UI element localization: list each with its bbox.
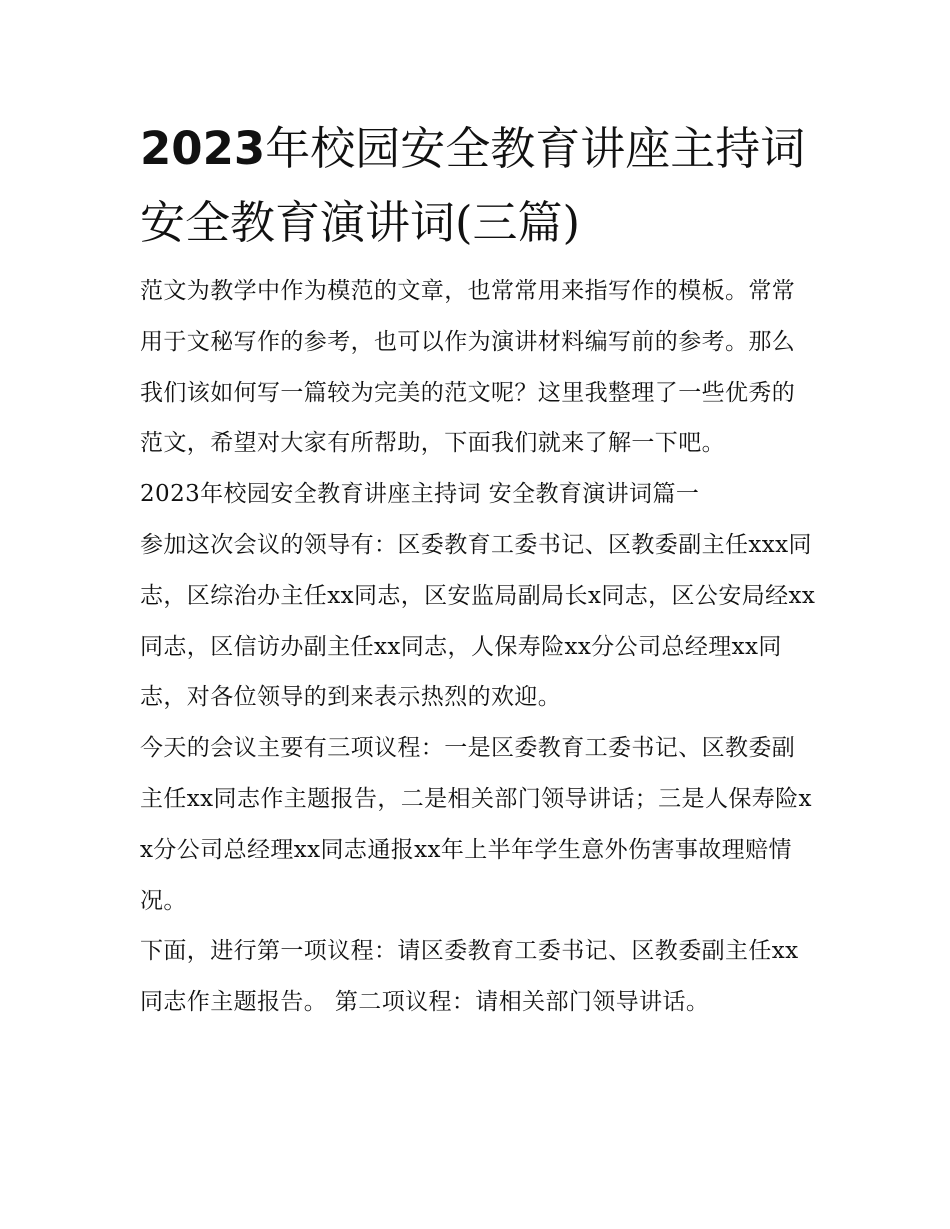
agenda-paragraph: 今天的会议主要有三项议程：一是区委教育工委书记、区教委副主任xx同志作主题报告，二是相关部门领导讲话；三是人保寿险xx分公司总经理xx同志通报xx年上半年学生意外伤害事故理赔情况。 bbox=[140, 735, 812, 914]
document-title bbox=[140, 112, 818, 260]
document-title-text: 年校园安全教育讲座主持词 安全教育演讲词(三篇) bbox=[140, 122, 806, 249]
section-heading: 2023年校园安全教育讲座主持词 安全教育演讲词篇一 bbox=[140, 481, 700, 508]
intro-paragraph: 范文为教学中作为模范的文章，也常常用来指写作的模板。常常用于文秘写作的参考，也可以作为演讲材料编写前的参考。那么我们该如何写一篇较为完美的范文呢？这里我整理了一些优秀的范文，希望对大家有所帮助，下面我们就来了解一下吧。 bbox=[140, 278, 796, 457]
attendees-paragraph: 参加这次会议的领导有：区委教育工委书记、区教委副主任xxx同志，区综治办主任xx同志，区安监局副局长x同志，区公安局经xx同志，区信访办副主任xx同志，人保寿险xx分公司总经理xx同志，对各位领导的到来表示热烈的欢迎。 bbox=[140, 531, 816, 711]
first-item-paragraph: 下面，进行第一项议程：请区委教育工委书记、区教委副主任xx同志作主题报告。 第二项议程：请相关部门领导讲话。 bbox=[140, 938, 799, 1016]
document-title-year: 2023 bbox=[140, 122, 266, 175]
document-body bbox=[140, 112, 818, 1028]
